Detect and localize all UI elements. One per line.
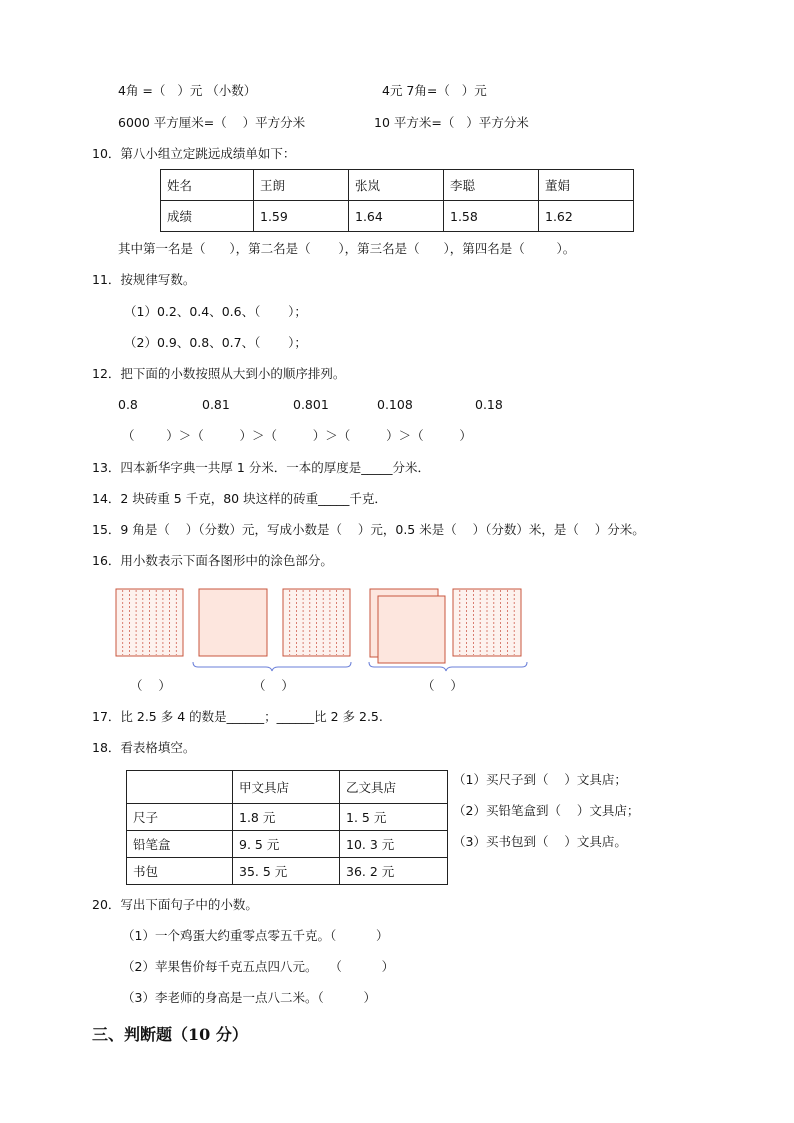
table-cell: 36. 2 元 [340,858,448,885]
q16-blank-2: （ ） [253,678,294,693]
q12-order-blanks: （ ）＞（ ）＞（ ）＞（ ）＞（ ） [122,428,472,443]
q9-line2-right: 10 平方米=（ ）平方分米 [374,115,529,130]
q12-number: 0.108 [377,397,413,412]
table-cell: 董娟 [539,170,634,201]
q10-title: 10．第八小组立定跳远成绩单如下： [92,146,296,161]
table-row [127,804,448,831]
table-cell: 姓名 [161,170,254,201]
q11-title: 11．按规律写数。 [92,272,196,287]
table-row [127,858,448,885]
table-cell: 35. 5 元 [233,858,340,885]
table-cell: 成绩 [161,201,254,232]
figure-plain-square [199,589,267,656]
q13: 13．四本新华字典一共厚 1 分米．一本的厚度是_____分米． [92,460,431,475]
table-cell: 张岚 [349,170,444,201]
table-cell: 1. 5 元 [340,804,448,831]
table-cell: 1.62 [539,201,634,232]
q17: 17．比 2.5 多 4 的数是______；______比 2 多 2.5. [92,709,383,724]
q9-line1-right: 4元 7角=（ ）元 [382,83,487,98]
table-cell: 乙文具店 [340,771,448,804]
q10-ranking: 其中第一名是（ ），第二名是（ ），第三名是（ ），第四名是（ ）。 [118,241,576,256]
figure-striped-square-3 [453,589,521,656]
q18-sub1: （1）买尺子到（ ）文具店； [453,772,627,787]
q9-line1-left: 4角 =（ ）元 （小数） [118,83,257,98]
q18-title: 18．看表格填空。 [92,740,196,755]
table-cell [127,771,233,804]
q12-number: 0.18 [475,397,503,412]
table-cell: 1.59 [254,201,349,232]
table-row [127,771,448,804]
figure-overlapping-squares [370,589,445,663]
table-cell: 1.8 元 [233,804,340,831]
q20-line3: （3）李老师的身高是一点八二米。（ ） [122,990,376,1005]
q18-sub3: （3）买书包到（ ）文具店。 [453,834,627,849]
table-cell: 1.58 [444,201,539,232]
q18-sub2: （2）买铅笔盒到（ ）文具店； [453,803,640,818]
q12-title: 12．把下面的小数按照从大到小的顺序排列。 [92,366,346,381]
q14: 14．2 块砖重 5 千克，80 块这样的砖重_____千克． [92,491,387,506]
table-cell: 铅笔盒 [127,831,233,858]
table-cell: 9. 5 元 [233,831,340,858]
figure-striped-square-1 [116,589,183,656]
q16-title: 16．用小数表示下面各图形中的涂色部分。 [92,553,333,568]
q20-line2: （2）苹果售价每千克五点四八元。 （ ） [122,959,395,974]
q16-blank-1: （ ） [130,678,171,693]
table-row [127,831,448,858]
table-cell: 甲文具店 [233,771,340,804]
q11-line1: （1）0.2、0.4、0.6、（ ）； [124,304,307,319]
table-cell: 1.64 [349,201,444,232]
q20-title: 20．写出下面句子中的小数。 [92,897,258,912]
q18-price-table [126,770,448,885]
table-cell: 书包 [127,858,233,885]
q12-number: 0.8 [118,397,138,412]
section-3-heading: 三、判断题（10 分） [92,1025,248,1044]
q9-line2-left: 6000 平方厘米=（ ）平方分米 [118,115,306,130]
q11-line2: （2）0.9、0.8、0.7、（ ）； [124,335,307,350]
q16-blank-3: （ ） [422,678,463,693]
table-cell: 10. 3 元 [340,831,448,858]
q12-number: 0.801 [293,397,329,412]
table-cell: 尺子 [127,804,233,831]
figure-striped-square-2 [283,589,350,656]
brace-1 [193,662,351,671]
table-cell: 李聪 [444,170,539,201]
q12-number: 0.81 [202,397,230,412]
q15: 15．9 角是（ ）（分数）元，写成小数是（ ）元，0.5 米是（ ）（分数）米，是（ ）分米。 [92,522,645,537]
q20-line1: （1）一个鸡蛋大约重零点零五千克。（ ） [122,928,389,943]
table-cell: 王朗 [254,170,349,201]
